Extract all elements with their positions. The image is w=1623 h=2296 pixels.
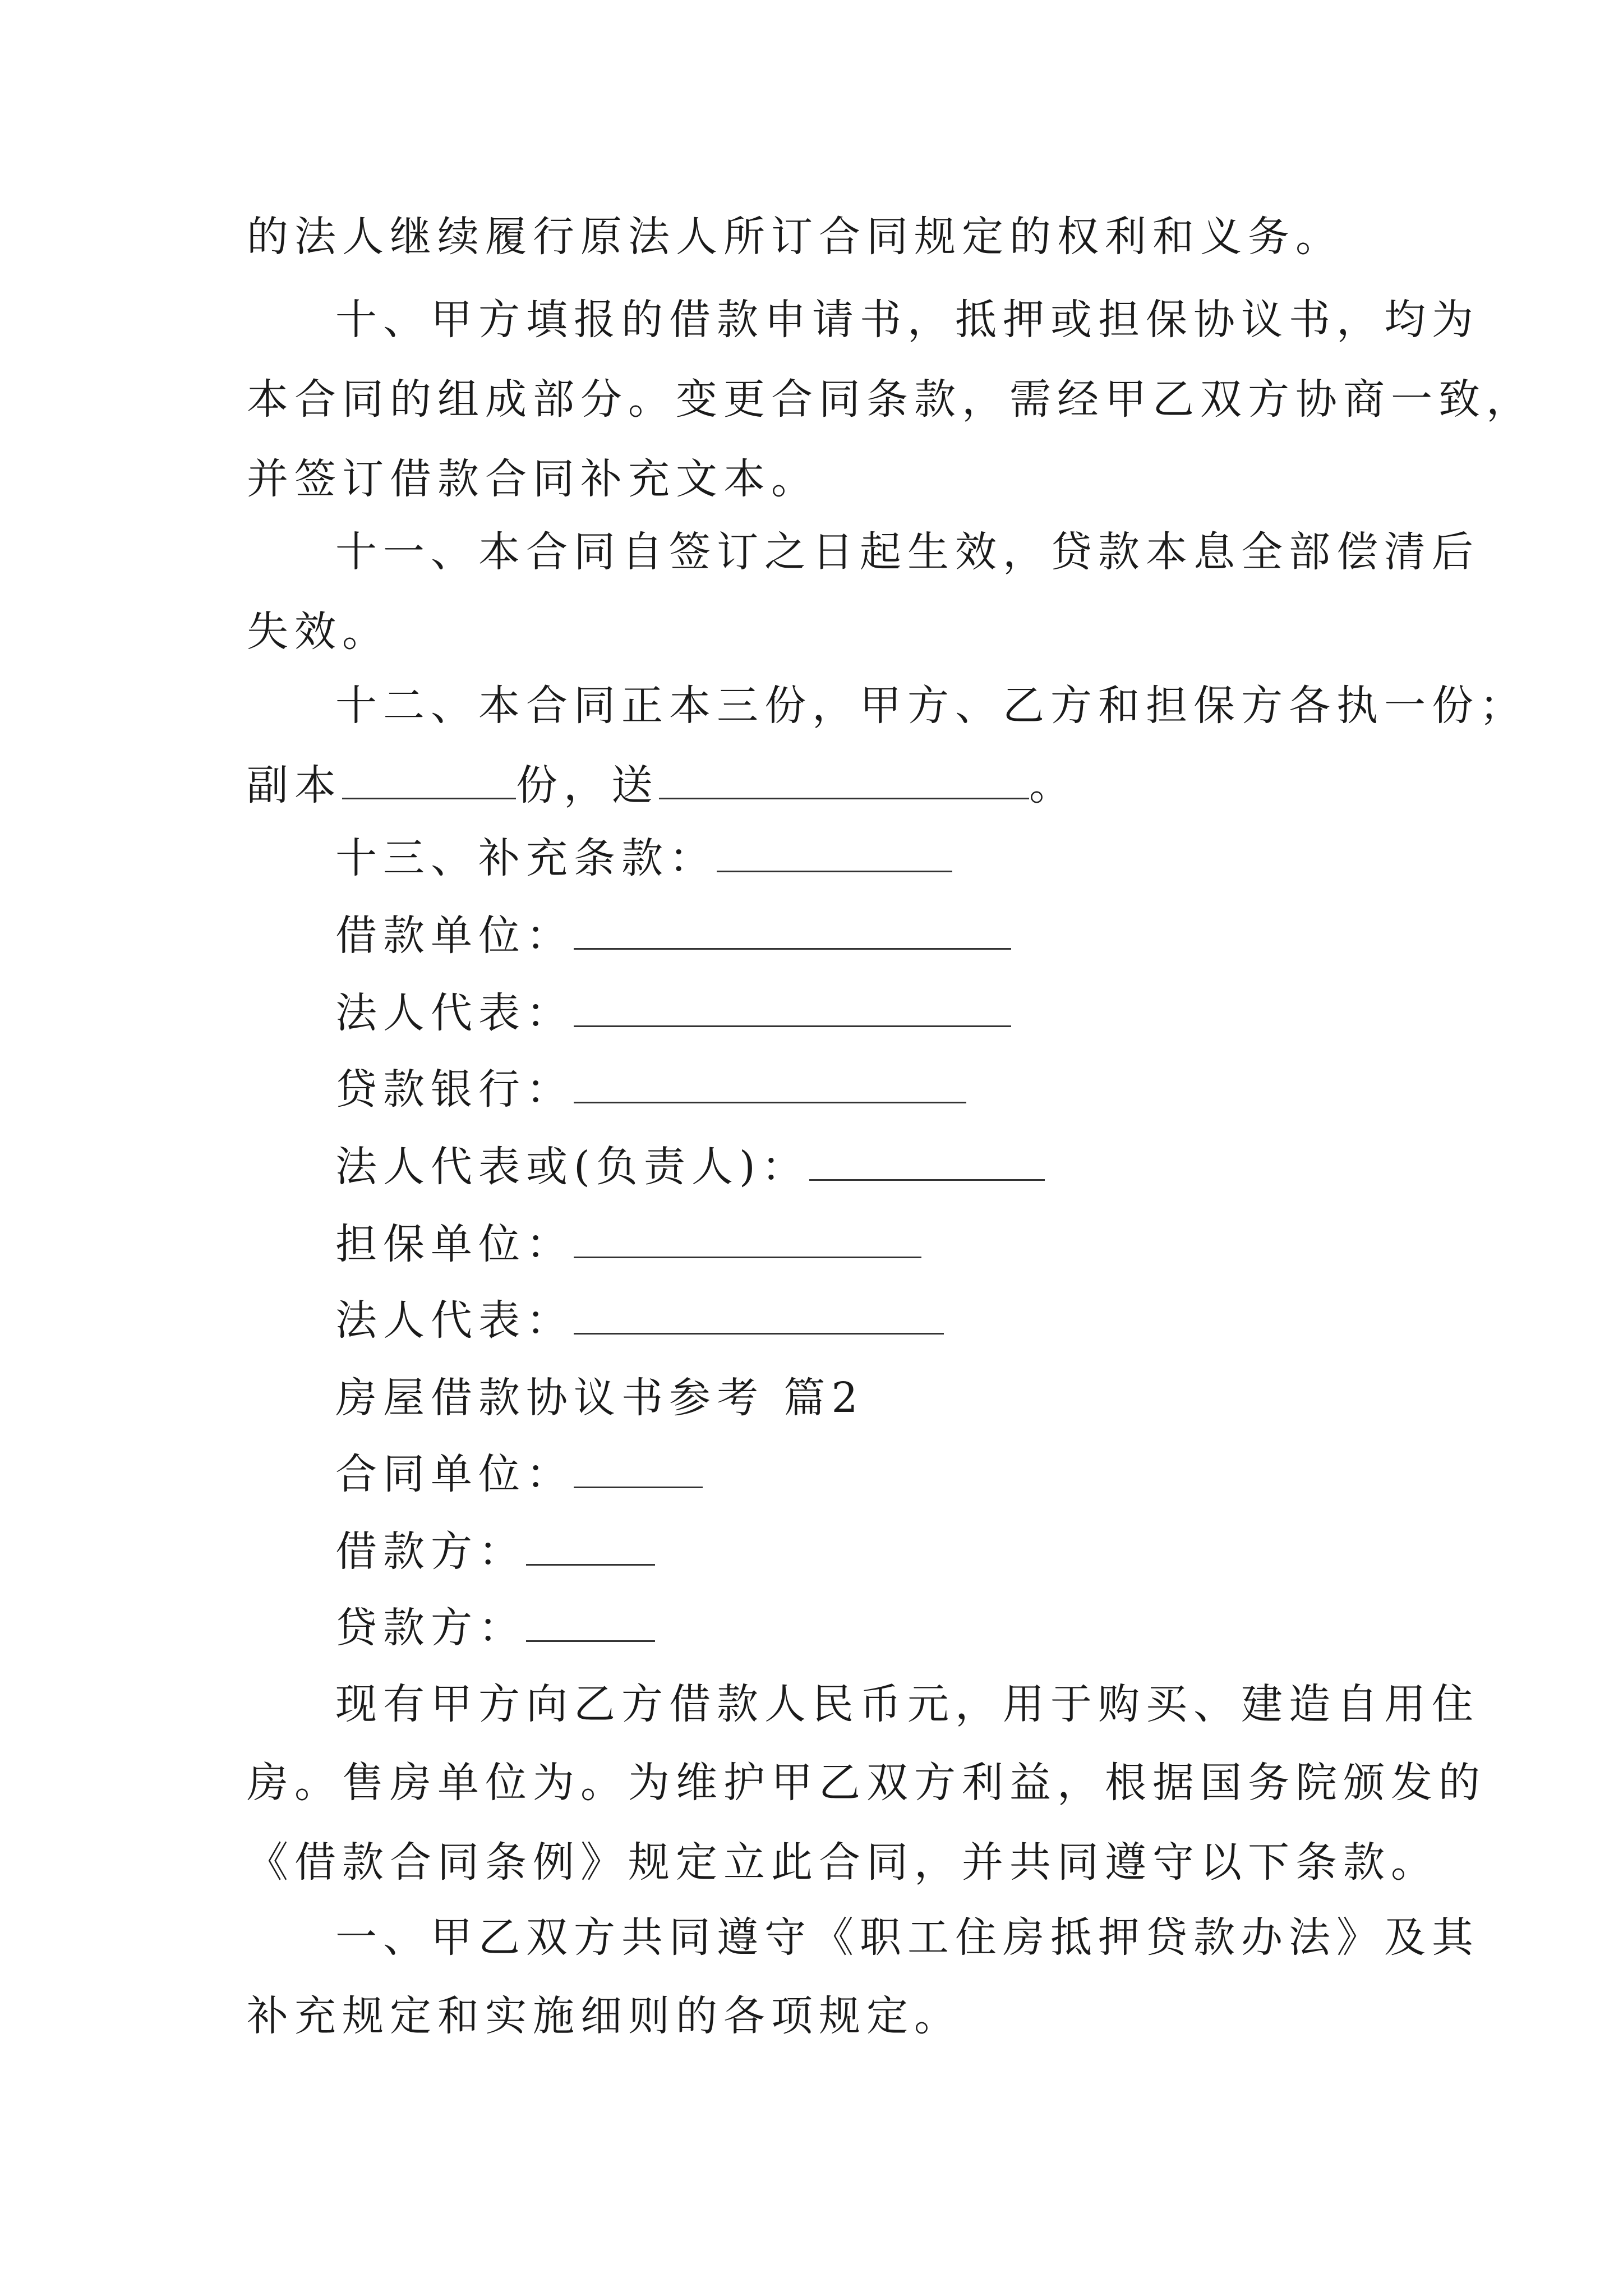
legal-rep-2-blank[interactable]	[574, 1296, 944, 1335]
lender-label: 贷款方：	[335, 1604, 526, 1652]
intro-line-1: 现有甲方向乙方借款人民币元，用于购买、建造自用住	[335, 1680, 1479, 1728]
clause-12-line-1: 十二、本合同正本三份，甲方、乙方和担保方各执一份；	[335, 682, 1527, 730]
legal-rep-line	[335, 985, 1011, 1041]
legal-rep-label: 法人代表：	[335, 989, 574, 1037]
legal-rep-or-head-blank[interactable]	[809, 1142, 1045, 1181]
copies-suffix: 。	[1029, 761, 1077, 809]
legal-rep-2-line	[335, 1292, 944, 1349]
borrower-line	[335, 1524, 655, 1580]
borrower-unit-label: 借款单位：	[335, 912, 574, 960]
guarantor-unit-blank[interactable]	[574, 1220, 921, 1258]
contract-unit-line	[335, 1446, 703, 1502]
intro-line-2: 房。售房单位为。为维护甲乙双方利益，根据国务院颁发的	[247, 1759, 1486, 1807]
copies-middle: 份，送	[516, 761, 659, 809]
clause-10-line-1: 十、甲方填报的借款申请书，抵押或担保协议书，均为	[335, 296, 1479, 344]
clause-11-line-1: 十一、本合同自签订之日起生效，贷款本息全部偿清后	[335, 528, 1479, 576]
lending-bank-label: 贷款银行：	[335, 1065, 574, 1114]
lender-line	[335, 1600, 655, 1656]
clause-1-line-1: 一、甲乙双方共同遵守《职工住房抵押贷款办法》及其	[335, 1913, 1479, 1962]
clause-11-line-2: 失效。	[247, 608, 390, 656]
legal-rep-or-head-label: 法人代表或(负责人)：	[335, 1143, 809, 1191]
contract-unit-label: 合同单位：	[335, 1450, 574, 1498]
legal-rep-2-label: 法人代表：	[335, 1296, 574, 1345]
clause-10-line-2: 本合同的组成部分。变更合同条款，需经甲乙双方协商一致，	[247, 375, 1534, 424]
supplement-blank[interactable]	[717, 834, 952, 872]
copies-line	[247, 757, 1077, 813]
guarantor-unit-label: 担保单位：	[335, 1220, 574, 1268]
supplement-label: 十三、补充条款：	[335, 834, 717, 882]
send-to-blank[interactable]	[659, 761, 1029, 799]
contract-unit-blank[interactable]	[574, 1450, 703, 1488]
lender-blank[interactable]	[526, 1603, 655, 1642]
clause-10-line-3: 并签订借款合同补充文本。	[247, 455, 819, 503]
clause-1-line-2: 补充规定和实施细则的各项规定。	[247, 1992, 962, 2040]
lending-bank-blank[interactable]	[574, 1065, 966, 1103]
section-title: 房屋借款协议书参考 篇2	[335, 1374, 864, 1422]
copies-count-blank[interactable]	[342, 761, 516, 799]
legal-rep-blank[interactable]	[574, 988, 1011, 1027]
borrower-unit-line	[335, 908, 1011, 964]
intro-line-3: 《借款合同条例》规定立此合同，并共同遵守以下条款。	[247, 1838, 1438, 1887]
borrower-label: 借款方：	[335, 1527, 526, 1576]
supplement-line	[335, 830, 952, 886]
guarantor-unit-line	[335, 1216, 921, 1272]
copies-prefix: 副本	[247, 761, 342, 809]
borrower-unit-blank[interactable]	[574, 911, 1011, 950]
lending-bank-line	[335, 1061, 966, 1117]
text-line: 的法人继续履行原法人所订合同规定的权利和义务。	[247, 213, 1343, 261]
legal-rep-or-head-line	[335, 1139, 1045, 1195]
borrower-blank[interactable]	[526, 1527, 655, 1566]
